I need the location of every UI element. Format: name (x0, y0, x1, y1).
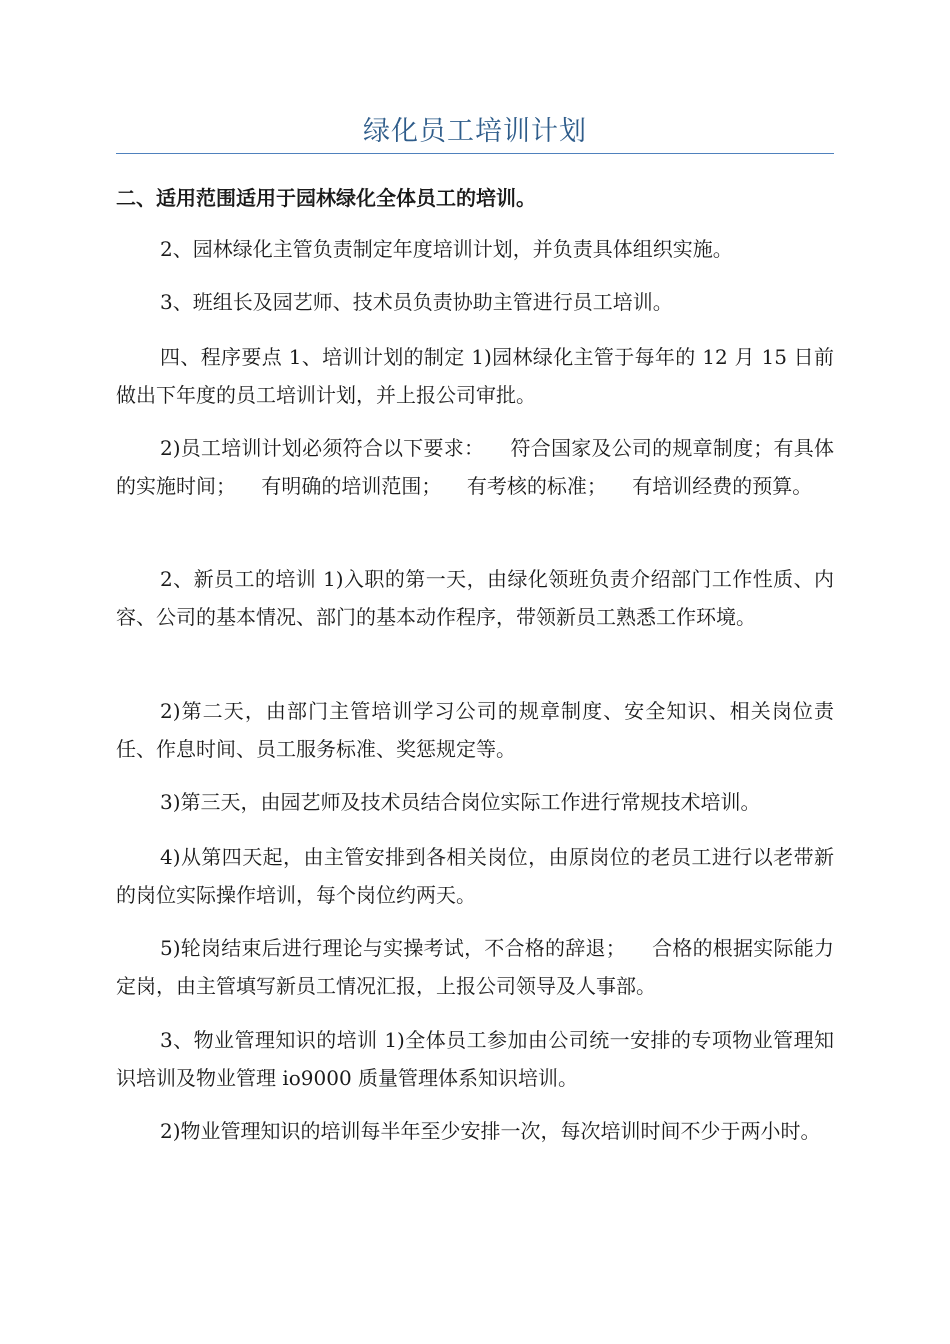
paragraph-11: 2)物业管理知识的培训每半年至少安排一次，每次培训时间不少于两小时。 (160, 1119, 821, 1143)
title-underline (116, 153, 834, 154)
paragraph-7: 3)第三天，由园艺师及技术员结合岗位实际工作进行常规技术培训。 (160, 790, 761, 814)
paragraph-4: 2)员工培训计划必须符合以下要求： 符合国家及公司的规章制度；有具体的实施时间； 有明确的培训范围； 有考核的标准； 有培训经费的预算。 (116, 436, 834, 498)
paragraph-10: 3、物业管理知识的培训 1)全体员工参加由公司统一安排的专项物业管理知识培训及物业管理 io9000 质量管理体系知识培训。 (116, 1028, 834, 1090)
paragraph-8: 4)从第四天起，由主管安排到各相关岗位，由原岗位的老员工进行以老带新的岗位实际操作培训，每个岗位约两天。 (116, 845, 834, 907)
paragraph-2: 3、班组长及园艺师、技术员负责协助主管进行员工培训。 (160, 290, 673, 314)
paragraph-6: 2)第二天，由部门主管培训学习公司的规章制度、安全知识、相关岗位责任、作息时间、员工服务标准、奖惩规定等。 (116, 699, 834, 761)
paragraph-5: 2、新员工的培训 1)入职的第一天，由绿化领班负责介绍部门工作性质、内容、公司的基本情况、部门的基本动作程序，带领新员工熟悉工作环境。 (116, 567, 834, 629)
section-heading: 二、适用范围适用于园林绿化全体员工的培训。 (116, 186, 536, 210)
paragraph-1: 2、园林绿化主管负责制定年度培训计划，并负责具体组织实施。 (160, 237, 733, 261)
paragraph-9: 5)轮岗结束后进行理论与实操考试，不合格的辞退； 合格的根据实际能力定岗，由主管填写新员工情况汇报，上报公司领导及人事部。 (116, 936, 834, 998)
paragraph-3: 四、程序要点 1、培训计划的制定 1)园林绿化主管于每年的 12 月 15 日前做出下年度的员工培训计划，并上报公司审批。 (116, 345, 834, 407)
document-title: 绿化员工培训计划 (363, 116, 587, 147)
